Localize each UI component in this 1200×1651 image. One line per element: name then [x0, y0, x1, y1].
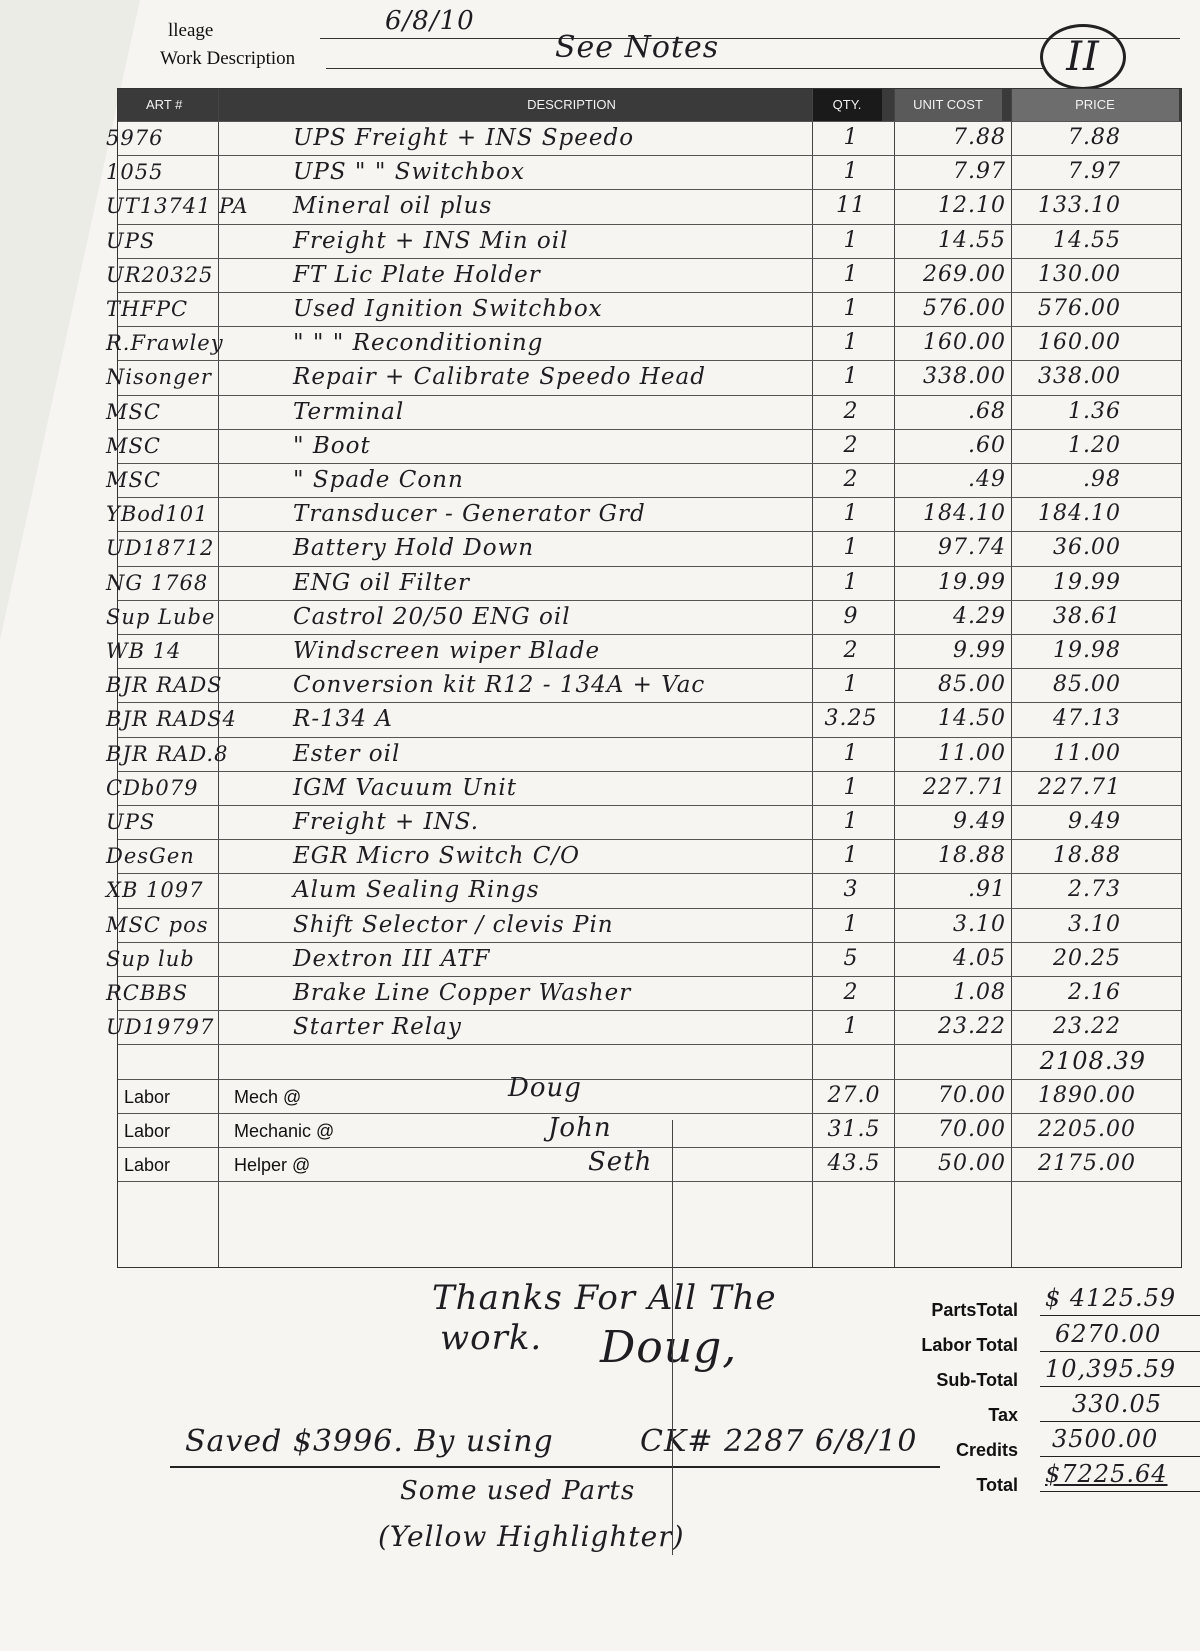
- item-description: ENG oil Filter: [293, 569, 470, 596]
- item-price: 9.49: [1068, 809, 1121, 834]
- credits-line: [1040, 1456, 1200, 1457]
- item-price: 38.61: [1053, 603, 1121, 629]
- parts-total-line: [1040, 1315, 1200, 1316]
- part-number: BJR RADS: [106, 673, 223, 698]
- item-unit-cost: 338.00: [923, 364, 1006, 390]
- item-description: Used Ignition Switchbox: [293, 296, 603, 322]
- part-number: UT13741 PA: [106, 194, 249, 219]
- labor-total-label: Labor Total: [921, 1335, 1018, 1355]
- labor-row: [118, 1113, 1181, 1147]
- sub-total-line: [1040, 1386, 1200, 1387]
- part-number: 1055: [106, 160, 164, 185]
- table-row: [106, 497, 1181, 531]
- item-description: Brake Line Copper Washer: [293, 980, 632, 1006]
- item-qty: 1: [843, 364, 859, 390]
- signature: Doug,: [600, 1322, 738, 1373]
- part-number: THFPC: [106, 297, 189, 321]
- labor-rate: 70.00: [938, 1082, 1006, 1108]
- part-number: Sup lub: [106, 946, 195, 971]
- item-qty: 1: [843, 672, 859, 698]
- item-price: 85.00: [1053, 672, 1121, 698]
- item-unit-cost: 9.99: [953, 638, 1006, 663]
- item-qty: 1: [843, 569, 859, 595]
- thanks-line-1: Thanks For All The: [432, 1278, 777, 1318]
- item-description: Ester oil: [293, 740, 401, 767]
- table-row: [106, 531, 1181, 565]
- item-unit-cost: 160.00: [923, 330, 1006, 356]
- credits-label: Credits: [955, 1440, 1018, 1460]
- item-description: " " " Reconditioning: [293, 330, 544, 357]
- labor-price: 1890.00: [1038, 1082, 1136, 1108]
- col-header-qty: QTY.: [812, 89, 882, 121]
- sub-total-label: Sub-Total: [936, 1370, 1018, 1390]
- item-qty: 3: [843, 877, 859, 903]
- work-description-line: [326, 68, 1046, 69]
- item-price: 19.98: [1053, 638, 1121, 663]
- saved-note: Saved $3996. By using: [185, 1424, 554, 1459]
- labor-name: Seth: [588, 1147, 653, 1177]
- item-price: 227.71: [1038, 774, 1121, 800]
- item-price: 18.88: [1053, 843, 1121, 869]
- item-description: Transducer - Generator Grd: [293, 501, 646, 528]
- labor-price: 2205.00: [1038, 1116, 1136, 1142]
- thanks-line-2: work.: [440, 1318, 543, 1358]
- labor-label: Labor: [124, 1086, 171, 1107]
- tax-label: Tax: [988, 1405, 1018, 1425]
- item-price: 184.10: [1038, 501, 1121, 527]
- item-unit-cost: 269.00: [923, 261, 1006, 287]
- table-row: [106, 224, 1181, 258]
- item-unit-cost: 7.97: [953, 159, 1006, 185]
- item-description: UPS Freight + INS Speedo: [293, 125, 635, 151]
- item-unit-cost: .60: [968, 432, 1006, 458]
- item-description: Alum Sealing Rings: [293, 877, 540, 904]
- item-qty: 1: [843, 535, 859, 561]
- part-number: Nisonger: [106, 365, 212, 390]
- table-row: [106, 360, 1181, 394]
- item-qty: 1: [843, 774, 859, 800]
- item-description: Mineral oil plus: [293, 193, 493, 220]
- item-price: 130.00: [1038, 261, 1121, 287]
- labor-hours: 31.5: [827, 1116, 881, 1142]
- labor-row: [118, 1147, 1181, 1181]
- item-price: 14.55: [1053, 227, 1121, 253]
- check-note: CK# 2287 6/8/10: [640, 1424, 918, 1459]
- item-qty: 1: [843, 740, 859, 766]
- item-description: Starter Relay: [293, 1014, 462, 1041]
- work-description-label: Work Description: [160, 48, 296, 69]
- part-number: RCBBS: [106, 981, 189, 1005]
- item-qty: 1: [843, 1014, 859, 1040]
- labor-label: Labor: [124, 1120, 171, 1141]
- part-number: MSC: [106, 399, 161, 424]
- table-row: [106, 566, 1181, 600]
- item-description: Repair + Calibrate Speedo Head: [293, 364, 706, 391]
- labor-name: John: [548, 1112, 612, 1143]
- item-qty: 1: [843, 261, 859, 287]
- item-unit-cost: 184.10: [923, 501, 1006, 527]
- item-unit-cost: .68: [968, 398, 1006, 424]
- table-row: [106, 908, 1181, 942]
- table-row: [106, 189, 1181, 223]
- item-qty: 11: [836, 193, 866, 219]
- item-description: Castrol 20/50 ENG oil: [293, 603, 571, 630]
- item-qty: 9: [843, 603, 859, 629]
- total-line: [1040, 1491, 1200, 1492]
- item-description: FT Lic Plate Holder: [293, 261, 541, 288]
- item-qty: 1: [843, 330, 859, 356]
- labor-total-line: [1040, 1351, 1200, 1352]
- item-qty: 1: [843, 227, 859, 253]
- item-price: 3.10: [1068, 911, 1121, 937]
- table-row: [106, 463, 1181, 497]
- item-description: UPS " " Switchbox: [293, 159, 525, 186]
- item-unit-cost: 9.49: [953, 809, 1006, 834]
- item-price: 2.16: [1068, 980, 1121, 1005]
- labor-hours: 27.0: [827, 1082, 881, 1108]
- item-unit-cost: 12.10: [938, 193, 1006, 219]
- part-number: UD19797: [106, 1015, 215, 1040]
- part-number: UR20325: [106, 262, 214, 287]
- table-row: [106, 326, 1181, 360]
- item-description: R-134 A: [293, 706, 393, 733]
- item-price: 338.00: [1038, 364, 1121, 390]
- parts-subtotal-value: 2108.39: [1039, 1047, 1146, 1076]
- tax-line: [1040, 1421, 1200, 1422]
- item-description: Windscreen wiper Blade: [293, 638, 601, 664]
- table-row: [106, 668, 1181, 702]
- item-description: Battery Hold Down: [293, 535, 535, 562]
- item-unit-cost: 1.08: [953, 980, 1006, 1005]
- item-price: 160.00: [1038, 330, 1121, 356]
- table-row: [106, 737, 1181, 771]
- part-number: YBod101: [106, 502, 209, 527]
- item-price: 1.20: [1068, 432, 1121, 458]
- sub-total-value: 10,395.59: [1045, 1355, 1177, 1383]
- table-row: [106, 634, 1181, 668]
- item-qty: 1: [843, 296, 859, 321]
- item-qty: 1: [843, 809, 859, 834]
- parts-subtotal-row: [118, 1044, 1181, 1078]
- labor-price: 2175.00: [1038, 1151, 1136, 1176]
- item-qty: 5: [843, 945, 859, 971]
- item-price: 7.97: [1068, 159, 1121, 185]
- item-price: 36.00: [1053, 535, 1121, 561]
- labor-role: Helper @: [234, 1155, 311, 1175]
- table-row: [106, 155, 1181, 189]
- item-unit-cost: 227.71: [923, 774, 1006, 800]
- table-row: [106, 942, 1181, 976]
- item-qty: 1: [843, 501, 859, 527]
- part-number: 5976: [106, 126, 164, 150]
- credits-value: 3500.00: [1052, 1425, 1159, 1453]
- labor-name: Doug: [508, 1072, 582, 1103]
- item-qty: 3.25: [824, 706, 878, 732]
- part-number: BJR RADS4: [106, 707, 237, 732]
- item-qty: 2: [843, 638, 859, 663]
- item-description: EGR Micro Switch C/O: [293, 843, 580, 870]
- item-qty: 1: [843, 159, 859, 185]
- item-unit-cost: 23.22: [938, 1014, 1006, 1040]
- labor-total-value: 6270.00: [1055, 1320, 1162, 1348]
- item-unit-cost: 19.99: [938, 569, 1006, 595]
- part-number: UD18712: [106, 536, 215, 561]
- mileage-label: lleage: [168, 20, 214, 41]
- table-row-line: [118, 1181, 1181, 1182]
- labor-rate: 70.00: [938, 1116, 1006, 1142]
- part-number: CDb079: [106, 775, 199, 800]
- item-description: Terminal: [293, 398, 405, 425]
- item-price: 47.13: [1053, 706, 1121, 732]
- labor-rate: 50.00: [938, 1151, 1006, 1176]
- item-price: 2.73: [1068, 877, 1121, 903]
- item-unit-cost: 11.00: [938, 740, 1006, 766]
- part-number: XB 1097: [106, 878, 204, 903]
- item-price: 20.25: [1053, 945, 1121, 971]
- part-number: BJR RAD.8: [106, 741, 229, 766]
- labor-role: Mechanic @: [234, 1120, 335, 1141]
- item-price: 7.88: [1068, 125, 1121, 150]
- page-center-fold-line: [672, 1120, 673, 1555]
- part-number: UPS: [106, 228, 156, 253]
- item-unit-cost: 4.29: [953, 603, 1006, 629]
- item-description: Freight + INS.: [293, 809, 480, 835]
- item-price: 19.99: [1053, 569, 1121, 595]
- table-row: [106, 976, 1181, 1010]
- labor-label: Labor: [124, 1155, 171, 1175]
- col-header-unit-cost: UNIT COST: [894, 89, 1002, 121]
- item-description: IGM Vacuum Unit: [293, 774, 517, 801]
- tax-value: 330.05: [1072, 1390, 1162, 1418]
- item-unit-cost: .49: [968, 467, 1006, 492]
- item-price: 576.00: [1038, 296, 1121, 321]
- item-description: Conversion kit R12 - 134A + Vac: [293, 672, 706, 699]
- item-unit-cost: 97.74: [938, 535, 1006, 561]
- item-qty: 2: [843, 467, 859, 492]
- table-row: [106, 121, 1181, 155]
- item-unit-cost: 576.00: [923, 296, 1006, 321]
- part-number: Sup Lube: [106, 604, 216, 629]
- item-qty: 2: [843, 980, 859, 1005]
- part-number: R.Frawley: [106, 331, 224, 356]
- part-number: DesGen: [106, 844, 195, 869]
- col-header-price: PRICE: [1011, 89, 1179, 121]
- part-number: MSC: [106, 433, 161, 458]
- item-description: Dextron III ATF: [293, 945, 491, 972]
- item-price: 23.22: [1053, 1014, 1121, 1040]
- part-number: MSC: [106, 468, 161, 492]
- item-description: " Boot: [293, 432, 371, 459]
- table-header: [118, 89, 1181, 121]
- item-unit-cost: 85.00: [938, 672, 1006, 698]
- item-price: 1.36: [1068, 398, 1121, 424]
- labor-hours: 43.5: [827, 1151, 881, 1176]
- table-row: [106, 258, 1181, 292]
- item-unit-cost: 4.05: [953, 945, 1006, 971]
- item-price: .98: [1083, 467, 1121, 492]
- item-unit-cost: 18.88: [938, 843, 1006, 869]
- invoice-table: [106, 88, 1182, 1268]
- item-unit-cost: 3.10: [953, 911, 1006, 937]
- item-unit-cost: .91: [968, 877, 1006, 903]
- table-row: [106, 429, 1181, 463]
- item-qty: 2: [843, 398, 859, 424]
- total-value: $7225.64: [1045, 1460, 1168, 1488]
- labor-row: [118, 1072, 1181, 1113]
- table-row: [106, 873, 1181, 907]
- labor-divider: [218, 1079, 219, 1182]
- work-description-value: See Notes: [555, 30, 720, 65]
- table-row: [106, 1010, 1181, 1044]
- item-description: " Spade Conn: [293, 467, 464, 493]
- item-qty: 1: [843, 911, 859, 937]
- col-header-part: ART #: [146, 97, 183, 112]
- item-description: Freight + INS Min oil: [293, 227, 569, 254]
- total-label: Total: [976, 1475, 1018, 1495]
- used-parts-note: Some used Parts: [400, 1476, 636, 1506]
- notes-underline: [170, 1466, 940, 1468]
- item-price: 133.10: [1038, 193, 1121, 219]
- table-row: [106, 839, 1181, 873]
- item-price: 11.00: [1053, 740, 1121, 766]
- table-row: [106, 600, 1181, 634]
- highlighter-note: (Yellow Highlighter): [378, 1520, 685, 1553]
- parts-total-value: $ 4125.59: [1045, 1284, 1177, 1312]
- item-unit-cost: 14.50: [938, 706, 1006, 732]
- part-number: MSC pos: [106, 912, 209, 937]
- labor-role: Mech @: [234, 1086, 302, 1107]
- table-row: [106, 292, 1181, 326]
- col-header-description: DESCRIPTION: [527, 97, 616, 112]
- table-row: [106, 805, 1181, 839]
- table-row: [106, 395, 1181, 429]
- mileage-value: 6/8/10: [385, 6, 475, 36]
- page-number-circle: [1040, 24, 1126, 90]
- part-number: NG 1768: [106, 570, 209, 595]
- part-number: UPS: [106, 810, 156, 834]
- item-qty: 2: [843, 432, 859, 458]
- parts-total-label: PartsTotal: [931, 1300, 1018, 1320]
- item-unit-cost: 14.55: [938, 227, 1006, 253]
- table-row: [106, 771, 1181, 805]
- item-description: Shift Selector / clevis Pin: [293, 911, 614, 938]
- item-unit-cost: 7.88: [953, 125, 1006, 150]
- item-qty: 1: [843, 843, 859, 869]
- table-row: [106, 702, 1181, 736]
- item-qty: 1: [843, 125, 859, 150]
- page-number: II: [1066, 34, 1100, 80]
- part-number: WB 14: [106, 639, 182, 663]
